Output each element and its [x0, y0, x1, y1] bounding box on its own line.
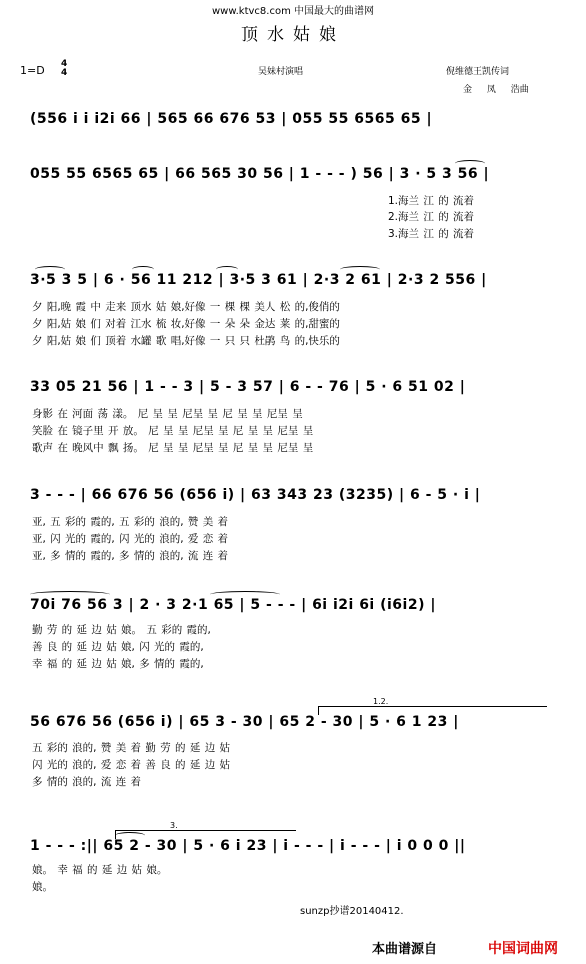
slur-mark — [115, 832, 145, 839]
lyric-row-7-verse-2: 闪 光的 浪的, 爱 恋 着 善 良 的 延 边 姑 — [32, 759, 231, 771]
lyric-row-4-verse-3: 歌声 在 晚风中 飘 扬。 尼 呈 呈 尼呈 呈 尼 呈 呈 尼呈 呈 — [32, 442, 314, 454]
lyric-row-2-verse-3: 3.海兰 江 的 流着 — [388, 228, 475, 240]
score-row-8: 1 - - - :|| 65 2 - 30 | 5 · 6 i 23 | i - - - | i - - - | i 0 0 0 || — [30, 838, 466, 854]
score-row-1: (556 i i i2i 66 | 565 66 676 53 | 055 55 6565 65 | — [30, 111, 433, 127]
lyric-row-8-verse-1: 娘。 幸 福 的 延 边 姑 娘。 — [32, 864, 168, 876]
slur-mark — [132, 266, 154, 273]
key-signature: 1=D — [20, 64, 45, 77]
footer-source-label: 本曲谱源自 — [372, 942, 438, 957]
lyric-row-6-verse-1: 勤 劳 的 延 边 姑 娘。 五 彩的 霞的, — [32, 624, 211, 636]
lyric-row-5-verse-3: 亚, 多 情的 霞的, 多 情的 浪的, 流 连 着 — [32, 550, 229, 562]
lyric-row-8-verse-2: 娘。 — [32, 881, 53, 893]
lyric-row-3-verse-1: 夕 阳,晚 霞 中 走来 顶水 姑 娘,好像 一 棵 棵 美人 松 的,俊俏的 — [32, 301, 340, 313]
lyric-row-7-verse-3: 多 情的 浪的, 流 连 着 — [32, 776, 142, 788]
score-row-3: 3·5 3 5 | 6 · 56 11 212 | 3·5 3 61 | 2·3 2 61 | 2·3 2 556 | — [30, 272, 487, 288]
lyric-row-3-verse-3: 夕 阳,姑 娘 们 顶着 水罐 歌 唱,好像 一 只 只 杜鹃 鸟 的,快乐的 — [32, 335, 340, 347]
slur-mark — [216, 266, 238, 273]
volta-label-3: 3. — [170, 821, 178, 830]
time-denominator: 4 — [61, 68, 68, 78]
time-signature — [61, 60, 67, 78]
lyric-row-6-verse-3: 幸 福 的 延 边 姑 娘, 多 情的 霞的, — [32, 658, 204, 670]
song-title: 顶水姑娘 — [241, 25, 345, 45]
lyric-row-5-verse-1: 亚, 五 彩的 霞的, 五 彩的 浪的, 赞 美 着 — [32, 516, 229, 528]
lyric-row-5-verse-2: 亚, 闪 光的 霞的, 闪 光的 浪的, 爱 恋 着 — [32, 533, 229, 545]
lyric-row-4-verse-2: 笑脸 在 镜子里 开 放。 尼 呈 呈 尼呈 呈 尼 呈 呈 尼呈 呈 — [32, 425, 314, 437]
lyric-row-6-verse-2: 善 良 的 延 边 姑 娘, 闪 光的 霞的, — [32, 641, 204, 653]
footer-site-name: 中国词曲网 — [488, 941, 558, 957]
score-row-6: 70i 76 56 3 | 2 · 3 2·1 65 | 5 - - - | 6i i2i 6i (i6i2) | — [30, 597, 436, 613]
lyric-row-2-verse-2: 2.海兰 江 的 流着 — [388, 211, 475, 223]
score-row-5: 3 - - - | 66 676 56 (656 i) | 63 343 23 (3235) | 6 - 5 · i | — [30, 487, 481, 503]
slur-mark — [30, 591, 110, 598]
time-numerator: 4 — [61, 59, 68, 69]
lyric-row-2-verse-1: 1.海兰 江 的 流着 — [388, 195, 475, 207]
lyric-row-4-verse-1: 身影 在 河面 荡 漾。 尼 呈 呈 尼呈 呈 尼 呈 呈 尼呈 呈 — [32, 408, 303, 420]
lyric-row-3-verse-2: 夕 阳,姑 娘 们 对着 江水 梳 妆,好像 一 朵 朵 金达 莱 的,甜蜜的 — [32, 318, 340, 330]
slur-mark — [35, 266, 65, 273]
transcriber-note: sunzp抄谱20140412. — [300, 906, 404, 917]
slur-mark — [455, 160, 485, 167]
lyric-row-7-verse-1: 五 彩的 浪的, 赞 美 着 勤 劳 的 延 边 姑 — [32, 742, 231, 754]
score-row-2: 055 55 6565 65 | 66 565 30 56 | 1 - - - ) 56 | 3 · 5 3 56 | — [30, 166, 490, 182]
score-row-4: 33 05 21 56 | 1 - - 3 | 5 - 3 57 | 6 - - 76 | 5 · 6 51 02 | — [30, 379, 466, 395]
lyricist-credit: 倪维德王凯传词 — [446, 67, 510, 77]
site-header: www.ktvc8.com 中国最大的曲谱网 — [211, 6, 374, 17]
performer-credit: 吴妹村演唱 — [258, 67, 304, 77]
score-row-7: 56 676 56 (656 i) | 65 3 - 30 | 65 2 - 30 | 5 · 6 1 23 | — [30, 714, 459, 730]
slur-mark — [210, 591, 280, 598]
composer-credit: 金 凤 浩曲 — [463, 85, 529, 95]
volta-label-1-2: 1.2. — [373, 697, 389, 706]
slur-mark — [340, 266, 380, 273]
